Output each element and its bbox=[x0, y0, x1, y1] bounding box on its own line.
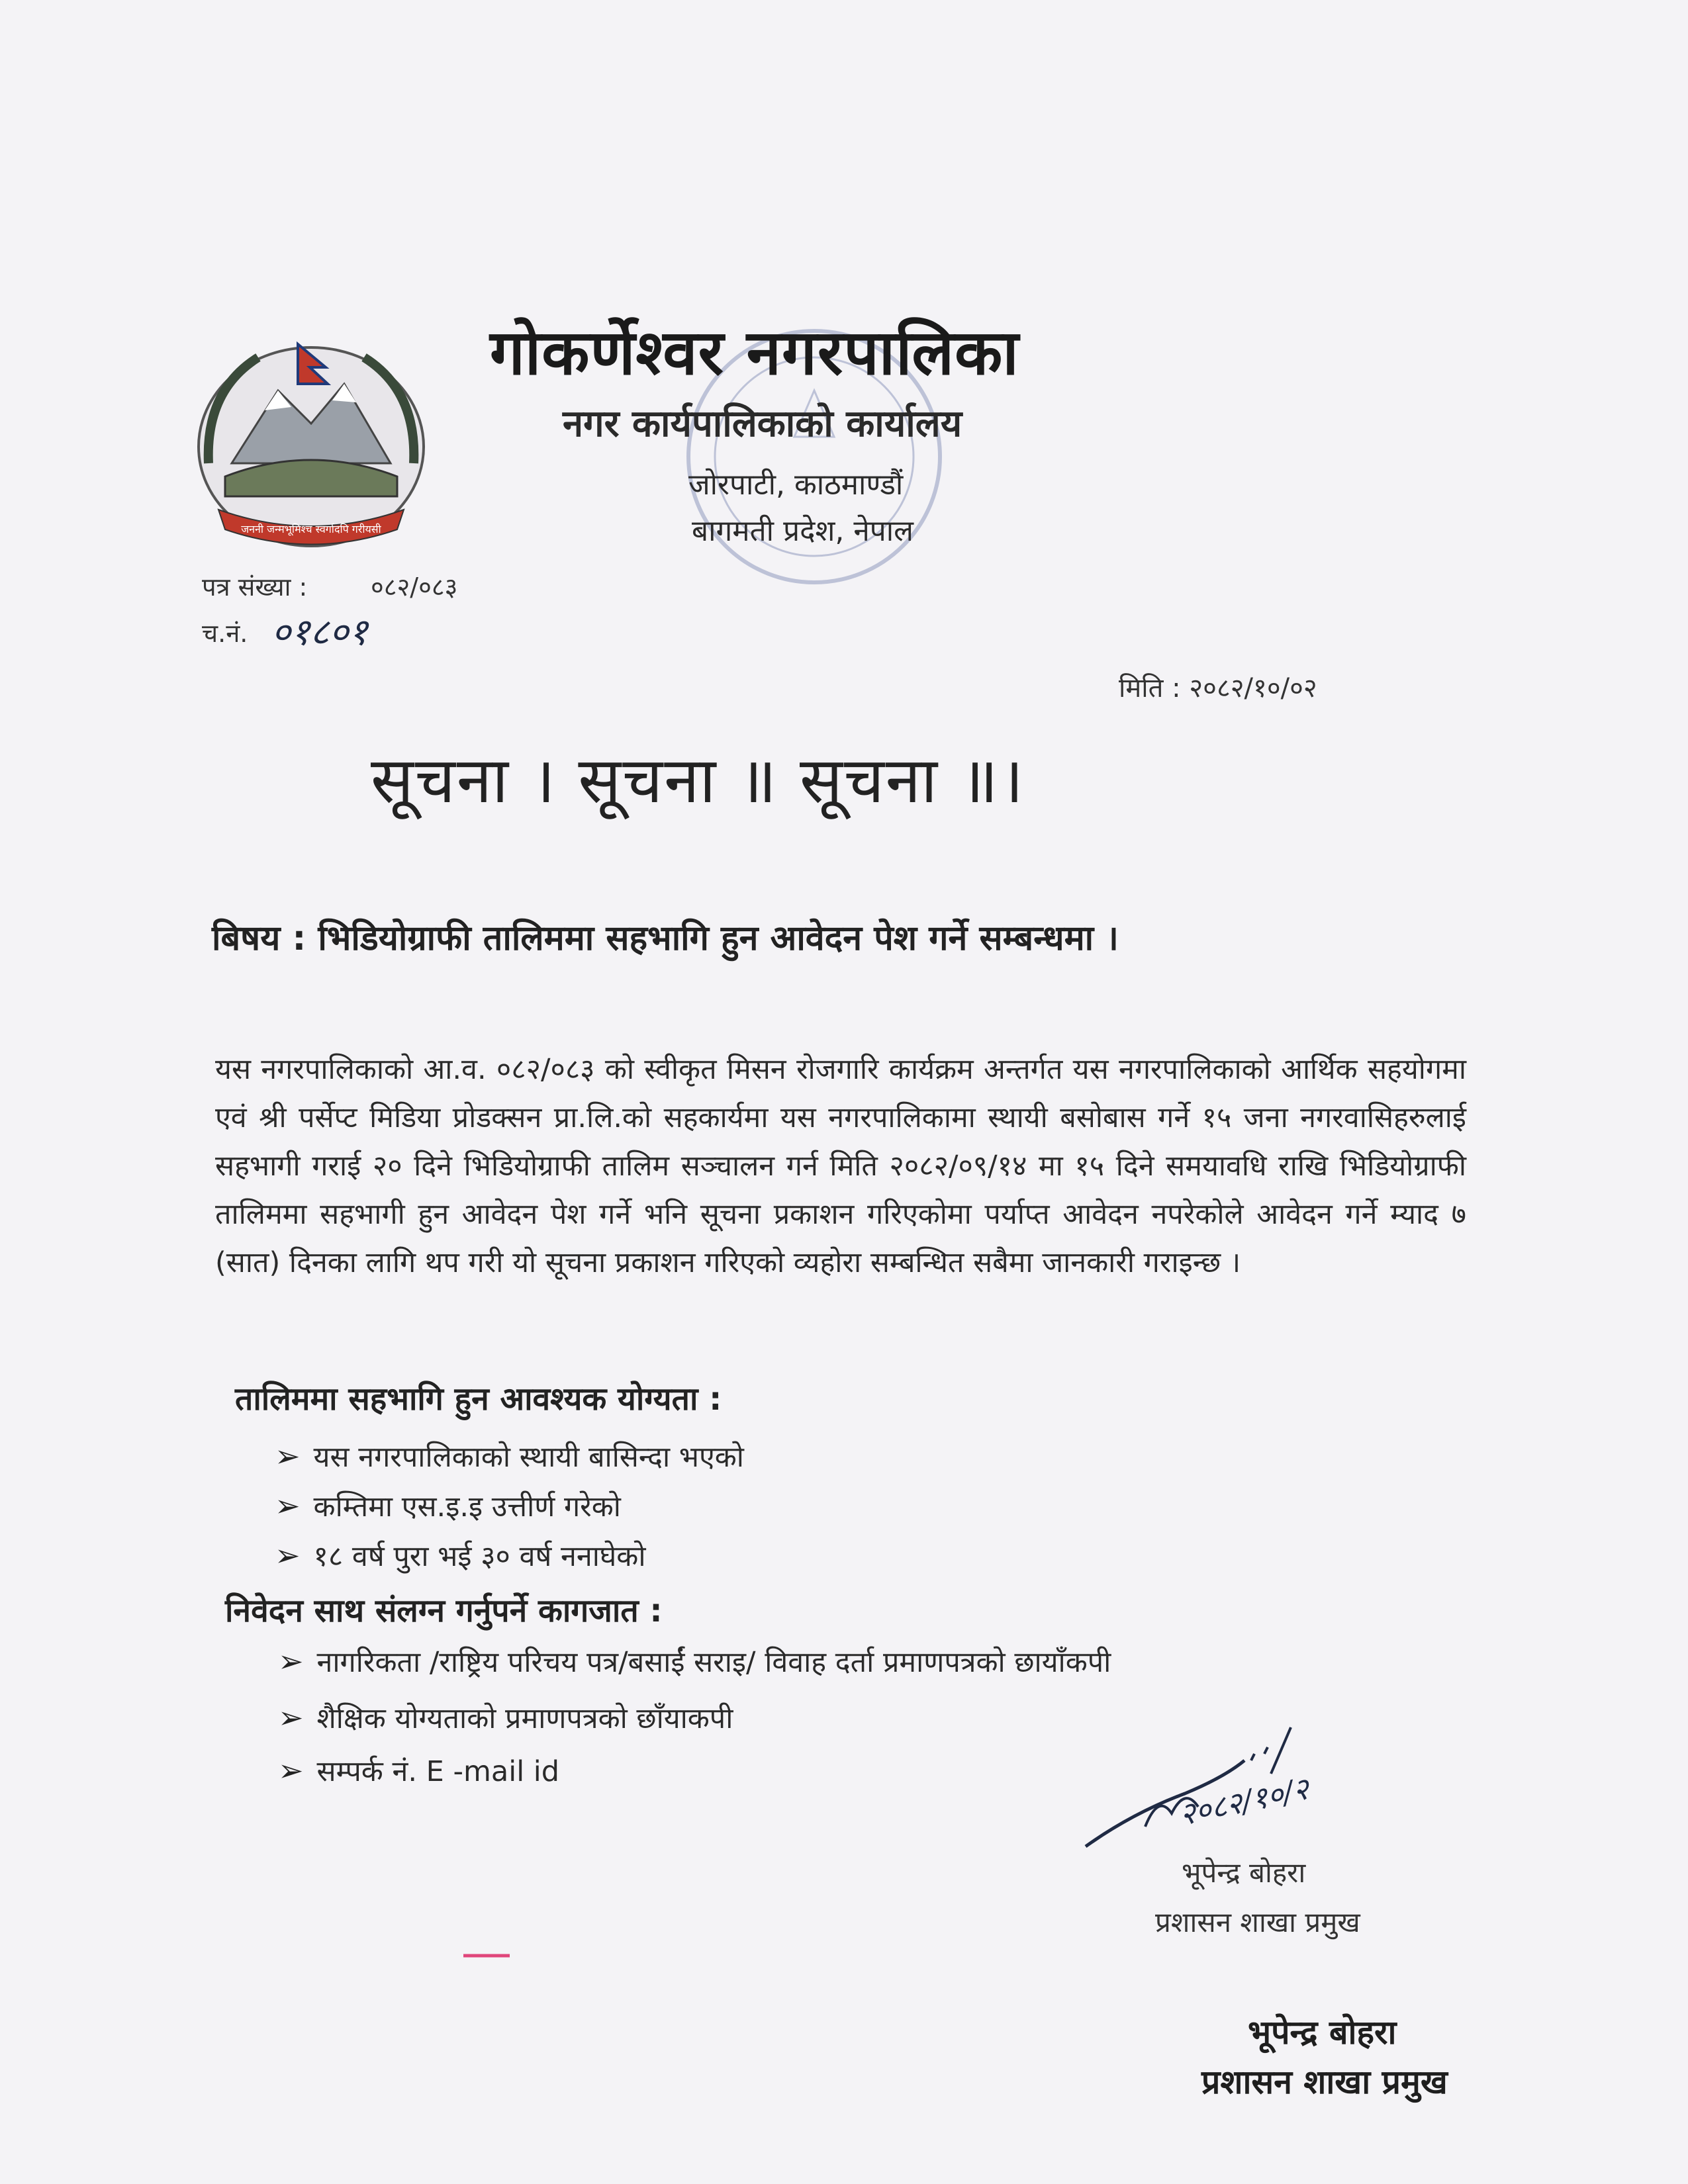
letter-number-label: पत्र संख्या : bbox=[202, 572, 308, 602]
emblem-motto: जननी जन्मभूमिश्च स्वर्गादपि गरीयसी bbox=[241, 523, 381, 535]
arrow-bullet-icon: ➢ bbox=[275, 1487, 301, 1524]
arrow-bullet-icon: ➢ bbox=[275, 1437, 301, 1474]
list-item-text: सम्पर्क नं. E -mail id bbox=[316, 1755, 560, 1788]
stamp-title: प्रशासन शाखा प्रमुख bbox=[1201, 2063, 1448, 2101]
signatory-name: भूपेन्द्र बोहरा bbox=[1182, 1856, 1306, 1889]
list-item bbox=[275, 1535, 645, 1574]
letter-number-value: ०८२/०८३ bbox=[371, 572, 458, 602]
dispatch-number-value: ०१८०१ bbox=[271, 611, 368, 654]
signature-date: २०८२/१०/२ bbox=[1176, 1770, 1313, 1833]
body-paragraph: यस नगरपालिकाको आ.व. ०८२/०८३ को स्वीकृत मिसन रोजगारि कार्यक्रम अन्तर्गत यस नगरपालिकाको आर्थिक सहयोगमा एवं श्री पर्सेप्ट मिडिया प्रोडक्सन प्रा.लि.को सहकार्यमा यस नगरपालिकामा स्थायी बसोबास गर्ने १५ जना नगरवासिहरुलाई सहभागी गराई २० दिने भिडियोग्राफी तालिम सञ्चालन गर्न मिति २०८२/०९/१४ मा १५ दिने समयावधि राखि भिडियोग्राफी तालिममा सहभागी हुन आवेदन पेश गर्ने भनि सूचना प्रकाशन गरिएकोमा पर्याप्त आवेदन नपरेकोले आवेदन गर्ने म्याद ७ (सात) दिनका लागि थप गरी यो सूचना प्रकाशन गरिएको व्यहोरा सम्बन्धित सबैमा जानकारी गराइन्छ । bbox=[215, 1053, 1466, 1279]
arrow-bullet-icon: ➢ bbox=[275, 1537, 301, 1573]
list-item-text: यस नगरपालिकाको स्थायी बासिन्दा भएको bbox=[313, 1441, 744, 1474]
list-item bbox=[278, 1641, 1111, 1680]
documents-heading: निवेदन साथ संलग्न गर्नुपर्ने कागजात : bbox=[225, 1592, 663, 1629]
date-line: मिति : २०८२/१०/०२ bbox=[1119, 673, 1317, 704]
arrow-bullet-icon: ➢ bbox=[278, 1699, 304, 1735]
pink-ink-mark-icon bbox=[463, 1952, 510, 1959]
office-name: नगर कार्यपालिकाको कार्यालय bbox=[563, 402, 962, 445]
list-item bbox=[275, 1486, 621, 1525]
list-item bbox=[278, 1698, 733, 1737]
municipality-name: गोकर्णेश्वर नगरपालिका bbox=[490, 317, 1019, 389]
arrow-bullet-icon: ➢ bbox=[278, 1752, 304, 1788]
stamp-name: भूपेन्द्र बोहरा bbox=[1248, 2013, 1397, 2052]
list-item-text: शैक्षिक योग्यताको प्रमाणपत्रको छाँयाकपी bbox=[316, 1702, 733, 1735]
list-item-text: नागरिकता /राष्ट्रिय परिचय पत्र/बसाईं सराइ/ विवाह दर्ता प्रमाणपत्रको छायाँकपी bbox=[316, 1646, 1111, 1679]
dispatch-number-label: च.नं. bbox=[202, 619, 248, 648]
office-province: बागमती प्रदेश, नेपाल bbox=[692, 514, 914, 548]
arrow-bullet-icon: ➢ bbox=[278, 1643, 304, 1679]
list-item bbox=[275, 1436, 744, 1475]
list-item bbox=[278, 1751, 559, 1790]
subject-line: बिषय : भिडियोग्राफी तालिममा सहभागि हुन आवेदन पेश गर्ने सम्बन्धमा । bbox=[212, 919, 1119, 958]
list-item-text: कम्तिमा एस.इ.इ उत्तीर्ण गरेको bbox=[313, 1490, 621, 1524]
list-item-text: १८ वर्ष पुरा भई ३० वर्ष ननाघेको bbox=[313, 1540, 646, 1573]
nepal-emblem-icon bbox=[179, 331, 444, 556]
notice-heading: सूचना । सूचना ॥ सूचना ॥। bbox=[371, 743, 1025, 817]
office-location: जोरपाटी, काठमाण्डौं bbox=[688, 468, 904, 502]
qualifications-heading: तालिममा सहभागि हुन आवश्यक योग्यता : bbox=[235, 1381, 722, 1418]
signatory-title: प्रशासन शाखा प्रमुख bbox=[1155, 1906, 1360, 1938]
